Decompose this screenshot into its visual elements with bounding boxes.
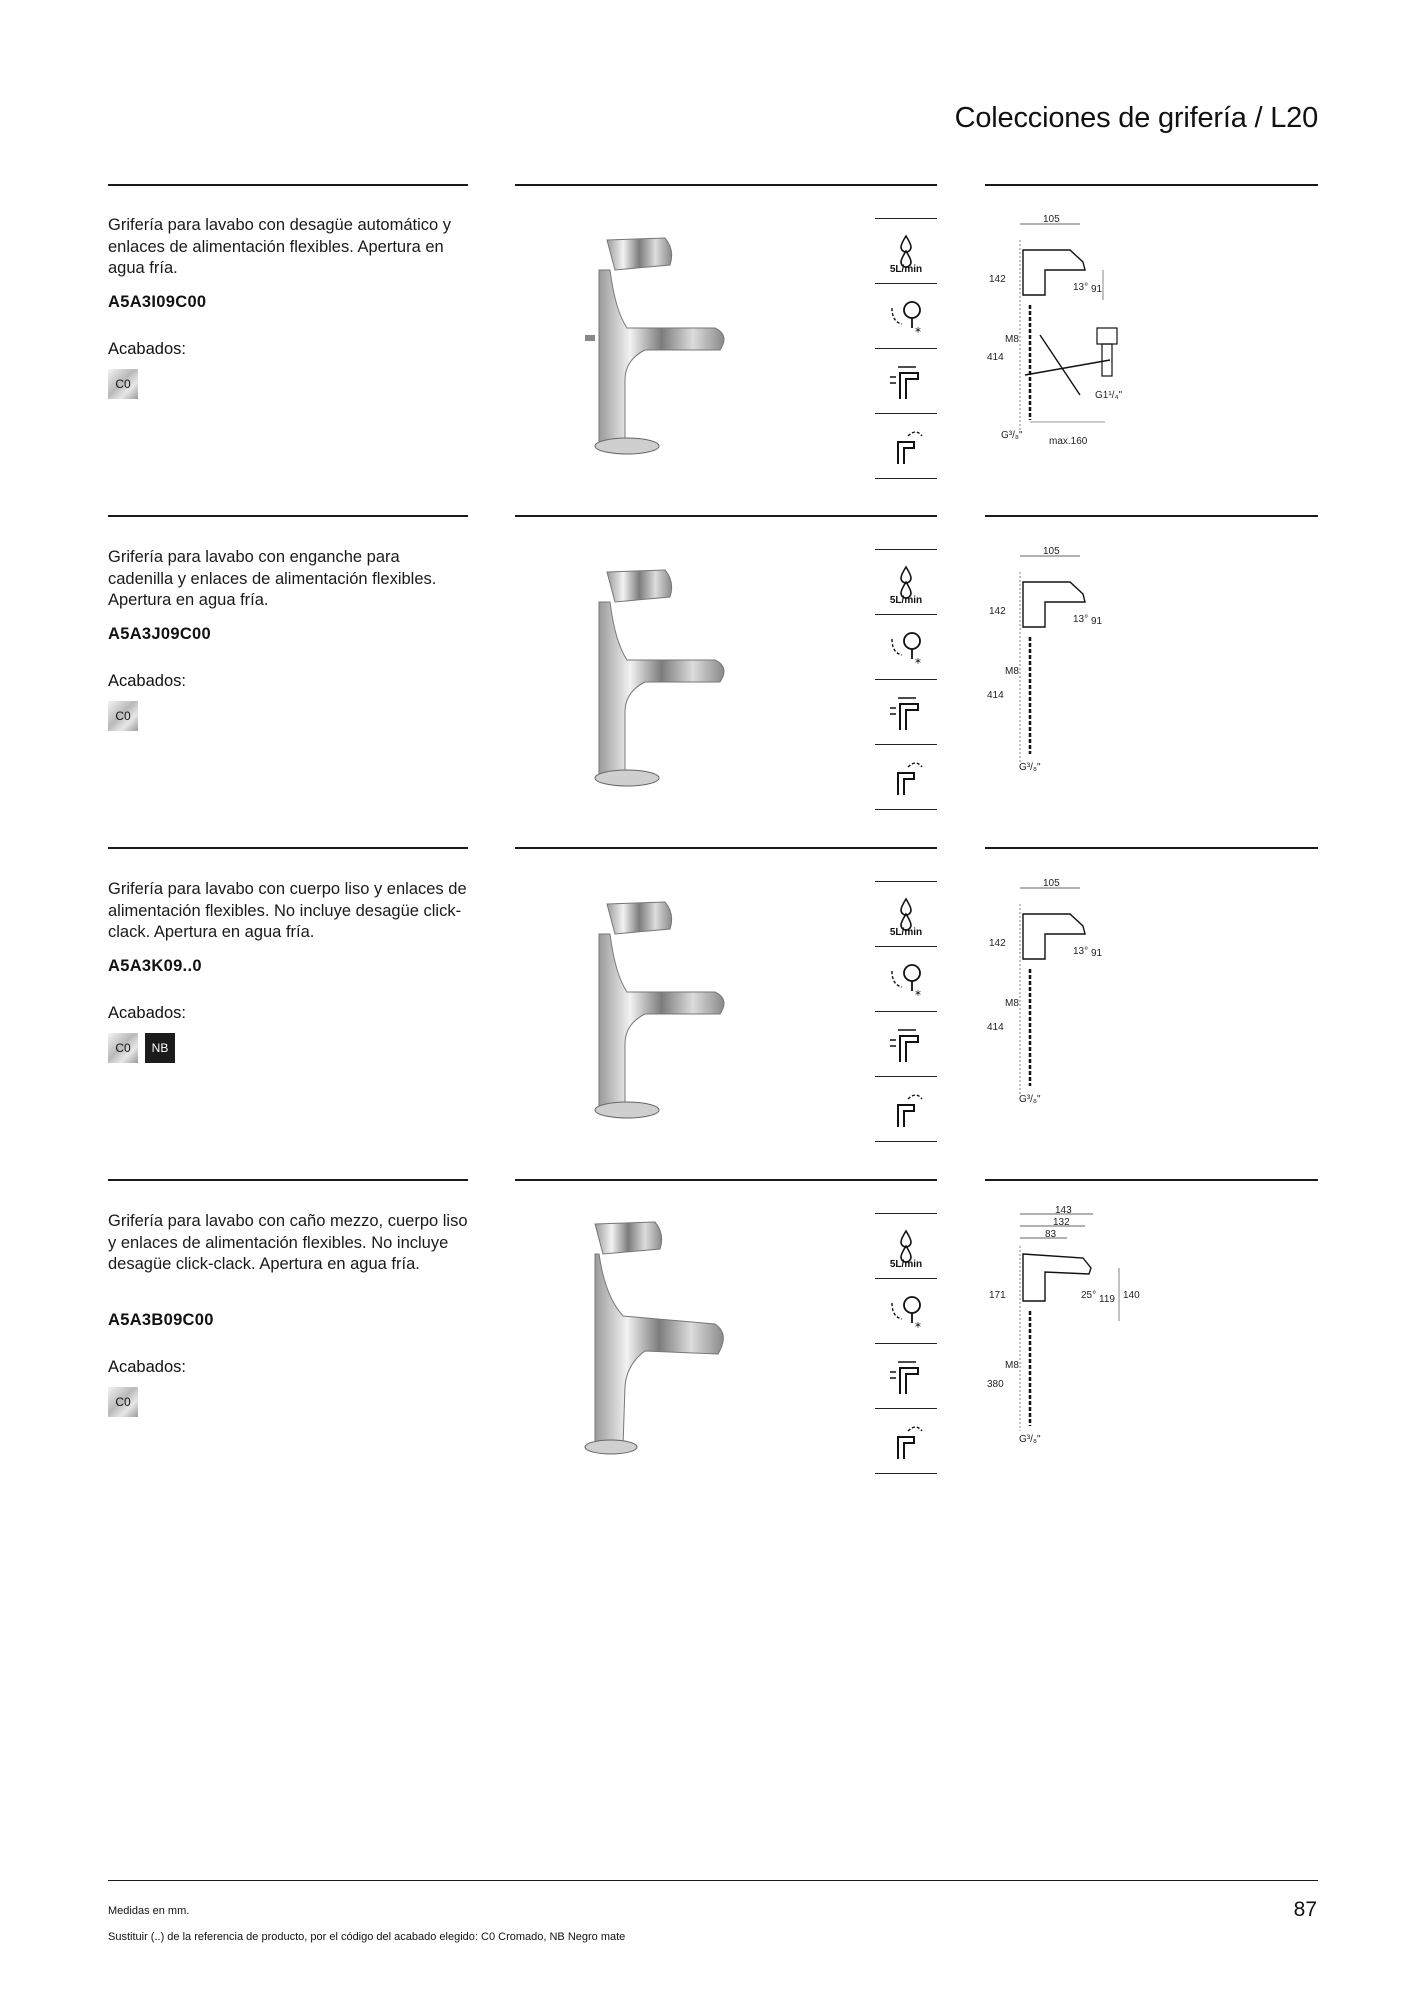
product-code: A5A3K09..0 bbox=[108, 957, 202, 975]
technical-drawing bbox=[985, 542, 1155, 792]
dim-angle: 13° bbox=[1073, 614, 1089, 625]
dim-angle: 13° bbox=[1073, 282, 1089, 293]
flow-rate: 5L/min bbox=[889, 264, 923, 275]
lever-rotation-icon bbox=[875, 745, 937, 810]
dim-angle: 13° bbox=[1073, 946, 1089, 957]
dim-height: 171 bbox=[989, 1290, 1006, 1301]
dim-height: 142 bbox=[989, 938, 1006, 949]
divider bbox=[985, 515, 1318, 517]
cold-start-icon bbox=[875, 615, 937, 680]
dim-max: max.160 bbox=[1049, 436, 1088, 447]
finish-swatch-c0: C0 bbox=[108, 1033, 138, 1063]
lever-rotation-icon bbox=[875, 1077, 937, 1142]
dim-hose: 414 bbox=[987, 352, 1004, 363]
dim-total: 140 bbox=[1123, 1290, 1140, 1301]
feature-icons bbox=[875, 881, 937, 1142]
flow-rate: 5L/min bbox=[889, 927, 923, 938]
finishes-label: Acabados: bbox=[108, 1004, 186, 1022]
finishes-label: Acabados: bbox=[108, 672, 186, 690]
fixed-spout-icon bbox=[875, 1344, 937, 1409]
finish-swatch-c0: C0 bbox=[108, 701, 138, 731]
finishes-label: Acabados: bbox=[108, 1358, 186, 1376]
dim-thread: M8 bbox=[1005, 998, 1019, 1009]
flow-rate: 5L/min bbox=[889, 1259, 923, 1270]
product-code: A5A3J09C00 bbox=[108, 625, 211, 643]
divider bbox=[515, 515, 937, 517]
dim-spout: 91 bbox=[1091, 948, 1103, 959]
dim-height: 142 bbox=[989, 274, 1006, 285]
finishes-label: Acabados: bbox=[108, 340, 186, 358]
finish-swatch-nb: NB bbox=[145, 1033, 175, 1063]
divider bbox=[108, 847, 468, 849]
dim-thread: M8 bbox=[1005, 666, 1019, 677]
feature-icons bbox=[875, 218, 937, 479]
dim-width: 105 bbox=[1043, 214, 1060, 225]
svg-text:*: * bbox=[915, 656, 921, 669]
dim-width: 105 bbox=[1043, 546, 1060, 557]
divider bbox=[515, 1179, 937, 1181]
divider bbox=[985, 847, 1318, 849]
finish-swatch-c0: C0 bbox=[108, 369, 138, 399]
faucet-photo bbox=[515, 874, 815, 1129]
divider bbox=[985, 1179, 1318, 1181]
lever-rotation-icon bbox=[875, 414, 937, 479]
faucet-photo bbox=[515, 1206, 815, 1461]
dim-w2: 132 bbox=[1053, 1217, 1070, 1228]
divider bbox=[108, 184, 468, 186]
fixed-spout-icon bbox=[875, 1012, 937, 1077]
finish-swatch-c0: C0 bbox=[108, 1387, 138, 1417]
water-saving-icon bbox=[875, 881, 937, 947]
dim-conn: G³/₈" bbox=[1019, 762, 1041, 773]
divider bbox=[108, 1179, 468, 1181]
feature-icons bbox=[875, 549, 937, 810]
divider bbox=[108, 515, 468, 517]
dim-spout: 119 bbox=[1099, 1294, 1115, 1305]
page-title: Colecciones de grifería / L20 bbox=[954, 102, 1318, 134]
feature-icons bbox=[875, 1213, 937, 1474]
product-code: A5A3B09C00 bbox=[108, 1311, 214, 1329]
technical-drawing bbox=[985, 210, 1155, 460]
divider bbox=[985, 184, 1318, 186]
product-description: Grifería para lavabo con cuerpo liso y enlaces de alimentación flexibles. No incluye desagüe click-clack. Apertura en agua fría. bbox=[108, 880, 467, 941]
product-code: A5A3I09C00 bbox=[108, 293, 207, 311]
dim-hose: 414 bbox=[987, 1022, 1004, 1033]
svg-text:*: * bbox=[915, 988, 921, 1001]
fixed-spout-icon bbox=[875, 349, 937, 414]
lever-rotation-icon bbox=[875, 1409, 937, 1474]
dim-conn: G³/₈" bbox=[1001, 430, 1023, 441]
page-number: 87 bbox=[1293, 1898, 1317, 1921]
dim-hose: 380 bbox=[987, 1379, 1004, 1390]
divider bbox=[515, 847, 937, 849]
product-description: Grifería para lavabo con caño mezzo, cuerpo liso y enlaces de alimentación flexibles. No incluye desagüe click-clack. Apertura en agua fría. bbox=[108, 1212, 468, 1273]
dim-thread: M8 bbox=[1005, 334, 1019, 345]
water-saving-icon bbox=[875, 1213, 937, 1279]
dim-angle: 25° bbox=[1081, 1290, 1097, 1301]
dim-thread: M8 bbox=[1005, 1360, 1019, 1371]
dim-waste: G1¹/₄" bbox=[1095, 390, 1123, 401]
product-description: Grifería para lavabo con enganche para cadenilla y enlaces de alimentación flexibles. Apertura en agua fría. bbox=[108, 548, 437, 609]
cold-start-icon bbox=[875, 1279, 937, 1344]
svg-text:*: * bbox=[915, 1320, 921, 1333]
water-saving-icon bbox=[875, 549, 937, 615]
technical-drawing bbox=[985, 874, 1155, 1124]
dim-spout: 91 bbox=[1091, 284, 1103, 295]
dim-spout: 91 bbox=[1091, 616, 1103, 627]
cold-start-icon bbox=[875, 947, 937, 1012]
dim-hose: 414 bbox=[987, 690, 1004, 701]
dim-w3: 83 bbox=[1045, 1229, 1057, 1240]
finish-code-note: Sustituir (..) de la referencia de producto, por el código del acabado elegido: C0 Cromado, NB Negro mate bbox=[108, 1931, 626, 1943]
dim-height: 142 bbox=[989, 606, 1006, 617]
footer-divider bbox=[108, 1880, 1318, 1881]
units-note: Medidas en mm. bbox=[108, 1905, 190, 1917]
dim-w1: 143 bbox=[1055, 1206, 1072, 1216]
product-description: Grifería para lavabo con desagüe automático y enlaces de alimentación flexibles. Apertura en agua fría. bbox=[108, 216, 452, 277]
divider bbox=[515, 184, 937, 186]
faucet-photo bbox=[515, 210, 815, 465]
dim-conn: G³/₈" bbox=[1019, 1434, 1041, 1445]
dim-width: 105 bbox=[1043, 878, 1060, 889]
technical-drawing bbox=[985, 1206, 1155, 1456]
water-saving-icon bbox=[875, 218, 937, 284]
fixed-spout-icon bbox=[875, 680, 937, 745]
svg-text:*: * bbox=[915, 325, 921, 338]
cold-start-icon bbox=[875, 284, 937, 349]
faucet-photo bbox=[515, 542, 815, 797]
dim-conn: G³/₈" bbox=[1019, 1094, 1041, 1105]
flow-rate: 5L/min bbox=[889, 595, 923, 606]
